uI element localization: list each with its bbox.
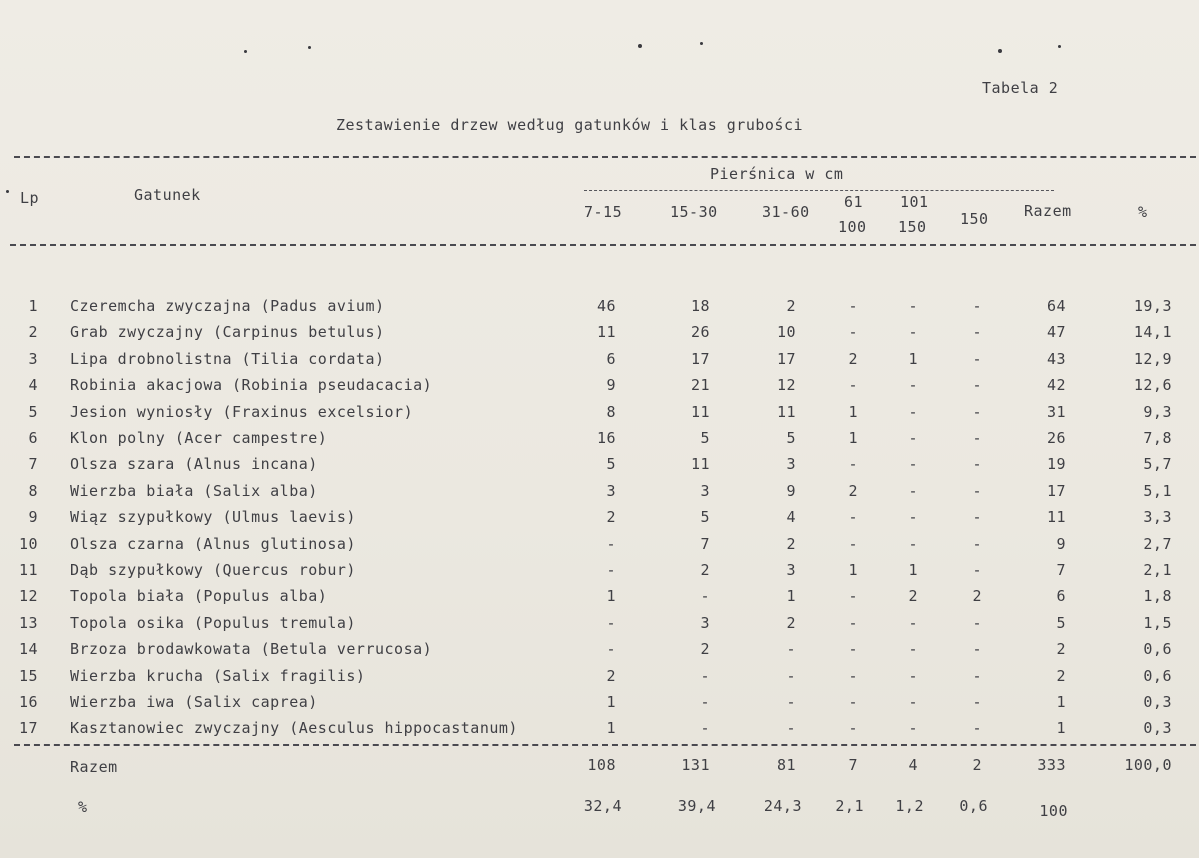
row-value-cell: - <box>908 693 918 711</box>
row-value-cell: - <box>972 297 982 315</box>
row-percent-cell: 2,1 <box>1143 561 1172 579</box>
row-value-cell: 1 <box>606 587 616 605</box>
row-value-cell: - <box>848 667 858 685</box>
percent-value-cell: 39,4 <box>677 797 716 815</box>
row-lp: 15 <box>18 667 38 685</box>
row-value-cell: - <box>908 429 918 447</box>
totals-value-cell: 108 <box>587 756 616 774</box>
row-species-name: Dąb szypułkowy (Quercus robur) <box>70 561 356 579</box>
row-total-cell: 7 <box>1056 561 1066 579</box>
row-value-cell: - <box>908 535 918 553</box>
row-value-cell: 3 <box>700 614 710 632</box>
speck-mark <box>6 190 9 193</box>
row-total-cell: 5 <box>1056 614 1066 632</box>
row-value-cell: - <box>700 587 710 605</box>
table-title: Zestawienie drzew według gatunków i klas grubości <box>336 116 804 134</box>
row-value-cell: - <box>972 482 982 500</box>
row-value-cell: - <box>848 693 858 711</box>
row-value-cell: 11 <box>596 323 616 341</box>
percent-total-cell: 100 <box>1039 802 1068 820</box>
row-value-cell: - <box>908 719 918 737</box>
row-value-cell: 5 <box>700 429 710 447</box>
header-col-101-top: 101 <box>900 193 929 211</box>
row-total-cell: 47 <box>1046 323 1066 341</box>
row-value-cell: - <box>848 719 858 737</box>
row-value-cell: - <box>848 455 858 473</box>
row-species-name: Topola osika (Populus tremula) <box>70 614 356 632</box>
row-value-cell: - <box>972 508 982 526</box>
row-species-name: Topola biała (Populus alba) <box>70 587 328 605</box>
speck-mark <box>1058 45 1061 48</box>
header-total: Razem <box>1024 202 1072 220</box>
row-lp: 6 <box>28 429 38 447</box>
row-value-cell: 17 <box>776 350 796 368</box>
row-species-name: Jesion wyniosły (Fraxinus excelsior) <box>70 403 414 421</box>
row-percent-cell: 0,3 <box>1143 719 1172 737</box>
row-lp: 2 <box>28 323 38 341</box>
row-value-cell: 2 <box>908 587 918 605</box>
row-lp: 12 <box>18 587 38 605</box>
row-lp: 5 <box>28 403 38 421</box>
row-species-name: Grab zwyczajny (Carpinus betulus) <box>70 323 385 341</box>
row-value-cell: 3 <box>786 561 796 579</box>
row-value-cell: 26 <box>690 323 710 341</box>
row-value-cell: - <box>972 614 982 632</box>
row-value-cell: - <box>908 667 918 685</box>
row-value-cell: 5 <box>786 429 796 447</box>
row-value-cell: 2 <box>786 535 796 553</box>
header-col-31-60: 31-60 <box>762 203 810 221</box>
row-lp: 10 <box>18 535 38 553</box>
row-value-cell: 18 <box>690 297 710 315</box>
row-value-cell: 1 <box>908 561 918 579</box>
row-value-cell: - <box>908 455 918 473</box>
row-value-cell: 3 <box>606 482 616 500</box>
row-species-name: Wierzba biała (Salix alba) <box>70 482 318 500</box>
percent-value-cell: 24,3 <box>763 797 802 815</box>
row-value-cell: 2 <box>786 297 796 315</box>
row-value-cell: 2 <box>700 561 710 579</box>
percent-row-label: % <box>78 798 88 816</box>
row-value-cell: 3 <box>786 455 796 473</box>
row-value-cell: 9 <box>786 482 796 500</box>
row-value-cell: - <box>972 667 982 685</box>
row-total-cell: 1 <box>1056 693 1066 711</box>
row-lp: 11 <box>18 561 38 579</box>
row-percent-cell: 14,1 <box>1133 323 1172 341</box>
totals-value-cell: 7 <box>848 756 858 774</box>
row-value-cell: 2 <box>700 640 710 658</box>
row-value-cell: - <box>848 535 858 553</box>
row-value-cell: - <box>908 640 918 658</box>
row-value-cell: - <box>848 297 858 315</box>
row-species-name: Olsza czarna (Alnus glutinosa) <box>70 535 356 553</box>
row-lp: 9 <box>28 508 38 526</box>
totals-total-cell: 333 <box>1037 756 1066 774</box>
row-value-cell: - <box>786 693 796 711</box>
row-lp: 1 <box>28 297 38 315</box>
speck-mark <box>998 49 1002 53</box>
row-value-cell: - <box>908 376 918 394</box>
row-percent-cell: 9,3 <box>1143 403 1172 421</box>
row-total-cell: 1 <box>1056 719 1066 737</box>
row-value-cell: - <box>972 561 982 579</box>
row-species-name: Robinia akacjowa (Robinia pseudacacia) <box>70 376 433 394</box>
row-percent-cell: 5,7 <box>1143 455 1172 473</box>
row-lp: 4 <box>28 376 38 394</box>
row-value-cell: - <box>606 535 616 553</box>
row-species-name: Brzoza brodawkowata (Betula verrucosa) <box>70 640 433 658</box>
group-rule <box>584 190 1054 191</box>
row-species-name: Kasztanowiec zwyczajny (Aesculus hippocastanum) <box>70 719 518 737</box>
row-value-cell: 2 <box>786 614 796 632</box>
row-lp: 13 <box>18 614 38 632</box>
row-value-cell: - <box>848 640 858 658</box>
percent-value-cell: 32,4 <box>583 797 622 815</box>
header-lp: Lp <box>20 189 40 207</box>
row-total-cell: 19 <box>1046 455 1066 473</box>
percent-value-cell: 1,2 <box>895 797 924 815</box>
header-bottom-rule <box>10 244 1196 246</box>
row-value-cell: 11 <box>690 455 710 473</box>
header-col-61-top: 61 <box>844 193 864 211</box>
row-value-cell: - <box>908 323 918 341</box>
row-value-cell: 46 <box>596 297 616 315</box>
row-total-cell: 64 <box>1046 297 1066 315</box>
row-value-cell: 1 <box>908 350 918 368</box>
row-percent-cell: 5,1 <box>1143 482 1172 500</box>
row-value-cell: - <box>972 429 982 447</box>
speck-mark <box>244 50 247 53</box>
row-lp: 14 <box>18 640 38 658</box>
row-percent-cell: 19,3 <box>1133 297 1172 315</box>
row-value-cell: 17 <box>690 350 710 368</box>
header-percent: % <box>1138 203 1148 221</box>
row-value-cell: 11 <box>776 403 796 421</box>
speck-mark <box>308 46 311 49</box>
row-species-name: Wierzba krucha (Salix fragilis) <box>70 667 366 685</box>
row-value-cell: - <box>606 614 616 632</box>
row-value-cell: - <box>972 693 982 711</box>
row-value-cell: - <box>700 667 710 685</box>
table-label: Tabela 2 <box>982 79 1059 97</box>
percent-value-cell: 2,1 <box>835 797 864 815</box>
row-value-cell: 1 <box>606 693 616 711</box>
row-value-cell: - <box>972 640 982 658</box>
row-value-cell: 2 <box>848 482 858 500</box>
row-value-cell: 11 <box>690 403 710 421</box>
row-value-cell: 2 <box>972 587 982 605</box>
row-species-name: Czeremcha zwyczajna (Padus avium) <box>70 297 385 315</box>
header-col-15-30: 15-30 <box>670 203 718 221</box>
row-percent-cell: 7,8 <box>1143 429 1172 447</box>
row-species-name: Lipa drobnolistna (Tilia cordata) <box>70 350 385 368</box>
row-total-cell: 11 <box>1046 508 1066 526</box>
row-percent-cell: 1,8 <box>1143 587 1172 605</box>
row-percent-cell: 0,6 <box>1143 667 1172 685</box>
row-value-cell: 10 <box>776 323 796 341</box>
row-species-name: Olsza szara (Alnus incana) <box>70 455 318 473</box>
row-value-cell: - <box>848 587 858 605</box>
row-species-name: Wiąz szypułkowy (Ulmus laevis) <box>70 508 356 526</box>
row-value-cell: 2 <box>606 508 616 526</box>
row-value-cell: - <box>786 667 796 685</box>
row-value-cell: - <box>908 508 918 526</box>
row-total-cell: 17 <box>1046 482 1066 500</box>
percent-value-cell: 0,6 <box>959 797 988 815</box>
row-value-cell: 1 <box>848 429 858 447</box>
row-lp: 8 <box>28 482 38 500</box>
row-value-cell: - <box>908 403 918 421</box>
row-percent-cell: 12,9 <box>1133 350 1172 368</box>
row-value-cell: - <box>972 323 982 341</box>
row-value-cell: - <box>700 719 710 737</box>
header-diameter-group: Pierśnica w cm <box>710 165 844 183</box>
row-percent-cell: 0,6 <box>1143 640 1172 658</box>
row-value-cell: - <box>786 640 796 658</box>
row-value-cell: - <box>908 482 918 500</box>
row-value-cell: 3 <box>700 482 710 500</box>
totals-value-cell: 131 <box>681 756 710 774</box>
row-value-cell: - <box>908 297 918 315</box>
row-lp: 16 <box>18 693 38 711</box>
row-lp: 3 <box>28 350 38 368</box>
row-value-cell: - <box>972 350 982 368</box>
row-value-cell: 2 <box>606 667 616 685</box>
totals-percent-cell: 100,0 <box>1124 756 1172 774</box>
row-value-cell: 8 <box>606 403 616 421</box>
row-value-cell: - <box>606 561 616 579</box>
row-value-cell: 6 <box>606 350 616 368</box>
row-value-cell: 9 <box>606 376 616 394</box>
row-value-cell: 21 <box>690 376 710 394</box>
row-value-cell: 16 <box>596 429 616 447</box>
header-col-101-bottom: 150 <box>898 218 927 236</box>
row-value-cell: 4 <box>786 508 796 526</box>
row-percent-cell: 3,3 <box>1143 508 1172 526</box>
row-value-cell: 5 <box>700 508 710 526</box>
row-total-cell: 31 <box>1046 403 1066 421</box>
header-species: Gatunek <box>134 186 201 204</box>
totals-value-cell: 81 <box>776 756 796 774</box>
totals-value-cell: 4 <box>908 756 918 774</box>
row-total-cell: 9 <box>1056 535 1066 553</box>
speck-mark <box>638 44 642 48</box>
row-value-cell: - <box>848 508 858 526</box>
header-col-150: 150 <box>960 210 989 228</box>
row-value-cell: - <box>606 640 616 658</box>
row-value-cell: 7 <box>700 535 710 553</box>
row-species-name: Wierzba iwa (Salix caprea) <box>70 693 318 711</box>
row-total-cell: 2 <box>1056 640 1066 658</box>
row-value-cell: 1 <box>786 587 796 605</box>
row-total-cell: 42 <box>1046 376 1066 394</box>
speck-mark <box>700 42 703 45</box>
row-total-cell: 2 <box>1056 667 1066 685</box>
row-lp: 17 <box>18 719 38 737</box>
totals-label: Razem <box>70 758 118 776</box>
row-value-cell: 5 <box>606 455 616 473</box>
row-percent-cell: 0,3 <box>1143 693 1172 711</box>
row-value-cell: - <box>972 535 982 553</box>
header-col-61-bottom: 100 <box>838 218 867 236</box>
row-value-cell: 1 <box>848 403 858 421</box>
header-col-7-15: 7-15 <box>584 203 623 221</box>
header-top-rule <box>14 156 1196 158</box>
row-percent-cell: 1,5 <box>1143 614 1172 632</box>
row-species-name: Klon polny (Acer campestre) <box>70 429 328 447</box>
row-value-cell: - <box>972 455 982 473</box>
row-value-cell: - <box>786 719 796 737</box>
row-value-cell: - <box>848 323 858 341</box>
row-value-cell: 1 <box>848 561 858 579</box>
row-total-cell: 26 <box>1046 429 1066 447</box>
row-percent-cell: 2,7 <box>1143 535 1172 553</box>
row-value-cell: - <box>972 719 982 737</box>
row-value-cell: - <box>908 614 918 632</box>
row-total-cell: 43 <box>1046 350 1066 368</box>
row-value-cell: - <box>972 376 982 394</box>
row-percent-cell: 12,6 <box>1133 376 1172 394</box>
totals-rule <box>14 744 1196 746</box>
row-value-cell: 1 <box>606 719 616 737</box>
row-value-cell: 12 <box>776 376 796 394</box>
row-value-cell: - <box>700 693 710 711</box>
row-value-cell: - <box>848 614 858 632</box>
row-value-cell: 2 <box>848 350 858 368</box>
totals-value-cell: 2 <box>972 756 982 774</box>
row-lp: 7 <box>28 455 38 473</box>
row-value-cell: - <box>972 403 982 421</box>
row-value-cell: - <box>848 376 858 394</box>
row-total-cell: 6 <box>1056 587 1066 605</box>
